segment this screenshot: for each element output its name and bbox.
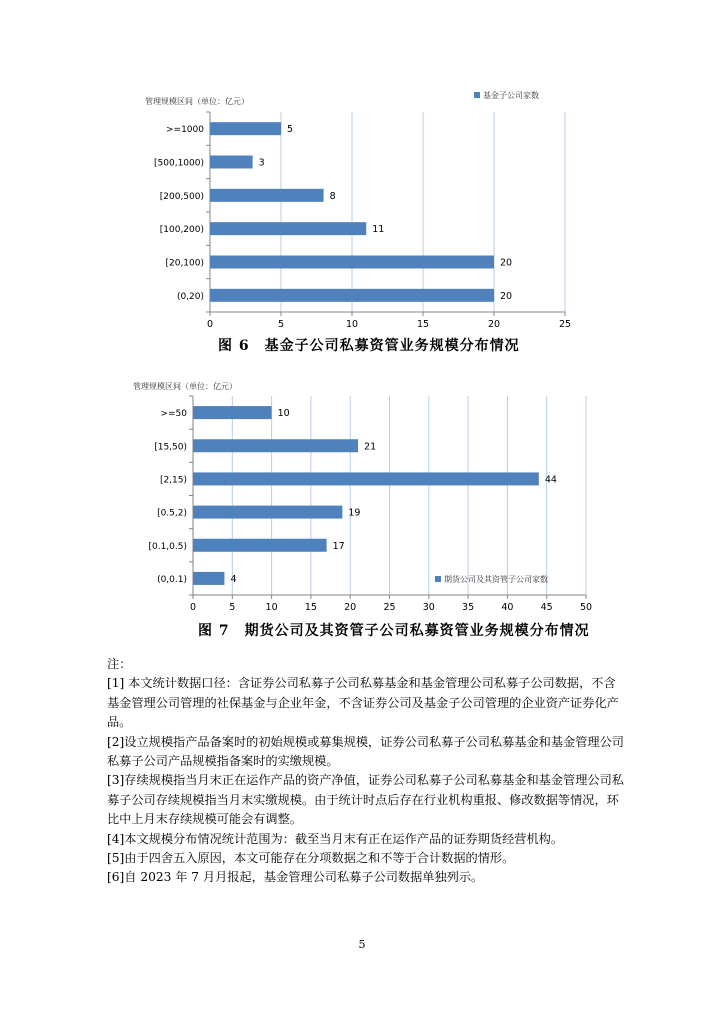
x-tick-label: 25: [383, 602, 396, 613]
note-item-6: [6]自 2023 年 7 月月报起，基金管理公司私募子公司数据单独列示。: [107, 870, 484, 885]
y-tick-label: (0,0.1): [157, 574, 187, 585]
data-label: 21: [364, 441, 377, 453]
data-label: 8: [329, 190, 336, 202]
y-tick-label: >=1000: [166, 125, 204, 136]
data-label: 20: [500, 257, 513, 269]
data-label: 3: [258, 157, 265, 169]
data-label: 10: [277, 408, 290, 420]
note-item-1: [1] 本文统计数据口径：含证券公司私募子公司私募基金和基金管理公司私募子公司数据，不含基金管理公司管理的社保基金与企业年金，不含证券公司及基金子公司管理的企业资产证券化产品。: [107, 676, 619, 730]
bar: [193, 506, 342, 519]
notes-section: [107, 655, 627, 888]
x-tick-label: 15: [416, 319, 430, 330]
x-tick-label: 10: [345, 319, 359, 330]
data-label: 20: [500, 290, 513, 302]
x-tick-label: 30: [422, 602, 435, 613]
y-tick-label: (0,20): [176, 291, 204, 302]
x-tick-label: 15: [304, 602, 317, 613]
x-tick-label: 40: [501, 602, 514, 613]
note-item-2: [2]设立规模指产品备案时的初始规模或募集规模，证券公司私募子公司私募基金和基金管理公司私募子公司产品规模指备案时的实缴规模。: [107, 734, 624, 769]
y-axis-title: 管理规模区间（单位：亿元）: [133, 382, 237, 391]
x-tick-label: 45: [540, 602, 553, 613]
note-item-5: [5]由于四舍五入原因，本文可能存在分项数据之和不等于合计数据的情形。: [107, 851, 515, 866]
data-label: 17: [332, 540, 345, 552]
x-tick-label: 0: [206, 319, 214, 330]
legend-swatch: [435, 576, 441, 582]
y-tick-label: [500,1000): [154, 158, 204, 169]
y-tick-label: [0.1,0.5): [148, 541, 187, 552]
data-label: 5: [287, 124, 294, 136]
x-tick-label: 10: [265, 602, 278, 613]
data-label: 19: [348, 507, 361, 519]
x-tick-label: 20: [344, 602, 357, 613]
x-tick-label: 50: [579, 602, 593, 613]
note-item-3: [3]存续规模指当月末正在运作产品的资产净值，证券公司私募子公司私募基金和基金管理公司私募子公司存续规模指当月末实缴规模。由于统计时点后存在行业机构重报、修改数据等情况，环比中上月末存续规模可能会有调整。: [107, 773, 624, 827]
x-tick-label: 5: [277, 319, 285, 330]
y-axis-title: 管理规模区间（单位：亿元）: [145, 97, 249, 106]
y-tick-label: [100,200): [159, 225, 204, 236]
data-label: 44: [544, 474, 557, 486]
bar: [193, 539, 327, 552]
bar: [193, 572, 224, 585]
x-tick-label: 25: [558, 319, 572, 330]
x-tick-label: 0: [189, 602, 197, 613]
y-tick-label: [20,100): [165, 258, 204, 269]
data-label: 4: [230, 573, 237, 585]
bar: [193, 439, 358, 452]
y-tick-label: [15,50): [154, 442, 187, 453]
data-label: 11: [372, 224, 385, 236]
legend-label: 基金子公司家数: [483, 91, 539, 100]
legend-label: 期货公司及其资管子公司家数: [444, 575, 548, 584]
bar: [193, 472, 539, 485]
x-tick-label: 5: [229, 602, 236, 613]
note-item-4: [4]本文规模分布情况统计范围为：截至当月末有正在运作产品的证券期货经营机构。: [107, 831, 564, 846]
x-tick-label: 20: [487, 319, 501, 330]
notes-heading: 注：: [107, 657, 132, 671]
y-tick-label: [2,15): [159, 475, 187, 486]
page-number: 5: [358, 938, 366, 951]
y-tick-label: >=50: [160, 409, 187, 420]
figure-6-caption: 图 6 基金子公司私募资管业务规模分布情况: [218, 338, 520, 354]
y-tick-label: [0.5,2): [157, 508, 187, 519]
x-tick-label: 35: [462, 602, 475, 613]
bar: [193, 406, 272, 419]
figure-7-caption: 图 7 期货公司及其资管子公司私募资管业务规模分布情况: [198, 623, 590, 639]
y-tick-label: [200,500): [159, 191, 204, 202]
